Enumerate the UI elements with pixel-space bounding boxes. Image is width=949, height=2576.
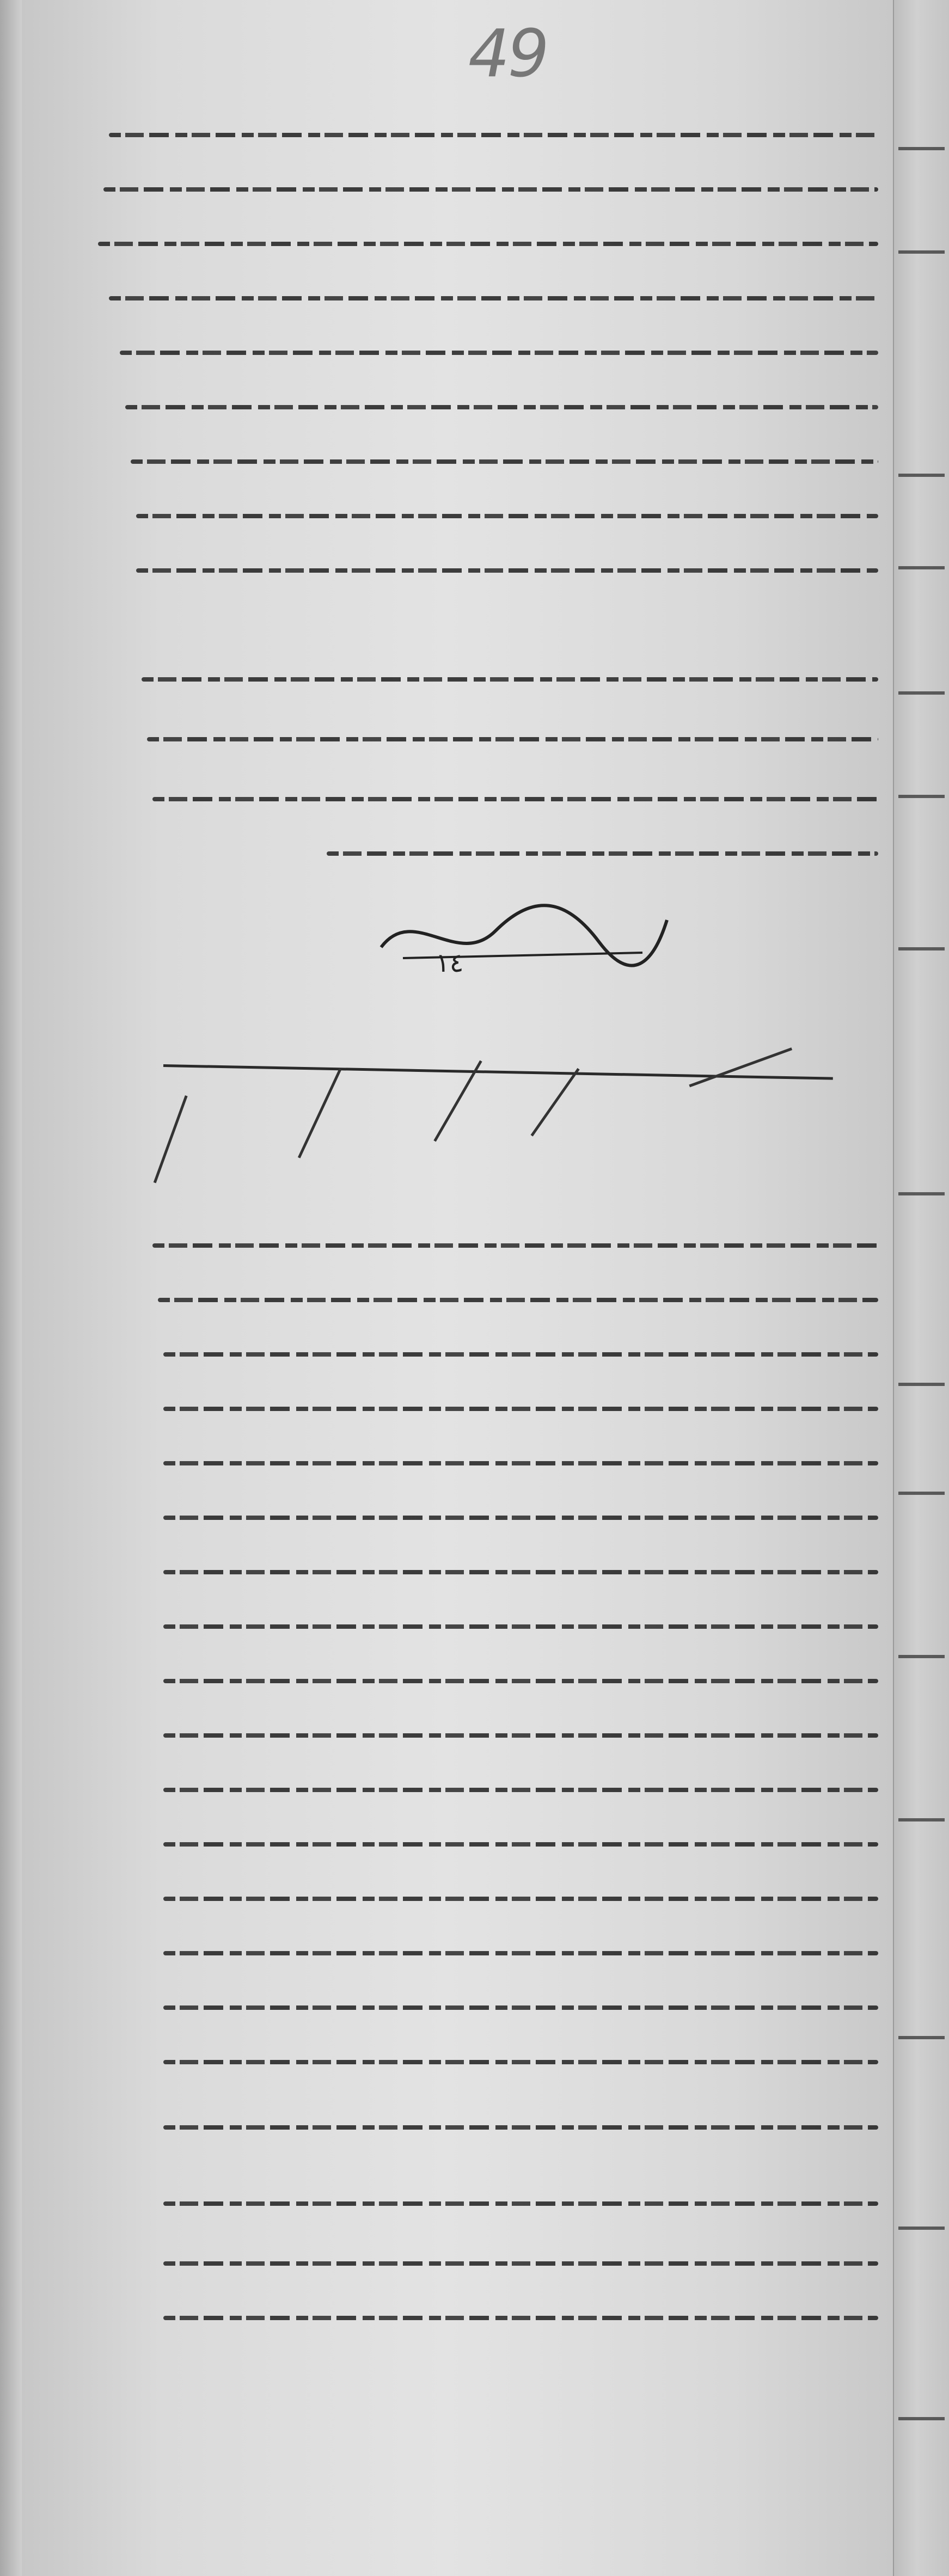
margin-note	[898, 925, 945, 950]
entry-1-line	[98, 218, 878, 269]
entry-1-line	[109, 272, 878, 324]
entry-1-line	[136, 544, 878, 596]
entry-2-line	[163, 2036, 878, 2088]
entry-2-line	[163, 1383, 878, 1434]
entry-2-line	[163, 1927, 878, 1979]
signature-flourish	[370, 882, 675, 974]
entry-1-line	[120, 327, 878, 378]
entry-1-line	[125, 381, 878, 433]
entry-2-line	[163, 1709, 878, 1761]
entry-1-line	[327, 827, 878, 879]
entry-1-line	[147, 713, 878, 765]
page-binding-edge	[0, 0, 22, 2576]
entry-2-line	[163, 1600, 878, 1652]
margin-note	[898, 2395, 945, 2420]
margin-note	[898, 2014, 945, 2039]
margin-note	[898, 452, 945, 477]
entry-2-line	[163, 2101, 878, 2153]
entry-2-line	[163, 1655, 878, 1707]
margin-note	[898, 1170, 945, 1195]
entry-2-line	[163, 1764, 878, 1816]
entry-2-line	[163, 1873, 878, 1924]
entry-2-line	[163, 2178, 878, 2229]
margin-note	[898, 229, 945, 254]
signature-icon	[370, 882, 675, 974]
entry-1-line	[152, 773, 878, 825]
margin-note	[898, 1796, 945, 1821]
entry-2-line	[163, 1437, 878, 1489]
entry-2-line	[163, 2292, 878, 2344]
entry-2-line	[158, 1274, 878, 1326]
entry-2-line	[163, 1328, 878, 1380]
entry-1-line	[131, 436, 878, 487]
entry-2-line	[163, 1818, 878, 1870]
margin-note	[898, 1470, 945, 1495]
signature-mark: ١٤	[436, 948, 464, 974]
folio-number: 49	[468, 16, 547, 92]
entry-2-line	[163, 1492, 878, 1543]
margin-note	[898, 1361, 945, 1386]
margin-note	[898, 773, 945, 798]
adjacent-page-margin	[893, 0, 949, 2576]
entry-2-line	[163, 1546, 878, 1598]
entry-1-line	[103, 163, 878, 215]
entry-2-line	[163, 1982, 878, 2033]
margin-note	[898, 1633, 945, 1658]
entry-2-line	[152, 1219, 878, 1271]
entry-1-line	[136, 490, 878, 542]
entry-1-line	[142, 653, 878, 705]
entry-1-line	[109, 109, 878, 161]
entry-2-line	[163, 2237, 878, 2289]
margin-note	[898, 544, 945, 569]
margin-note	[898, 2205, 945, 2230]
margin-note	[898, 670, 945, 695]
margin-note	[898, 125, 945, 150]
